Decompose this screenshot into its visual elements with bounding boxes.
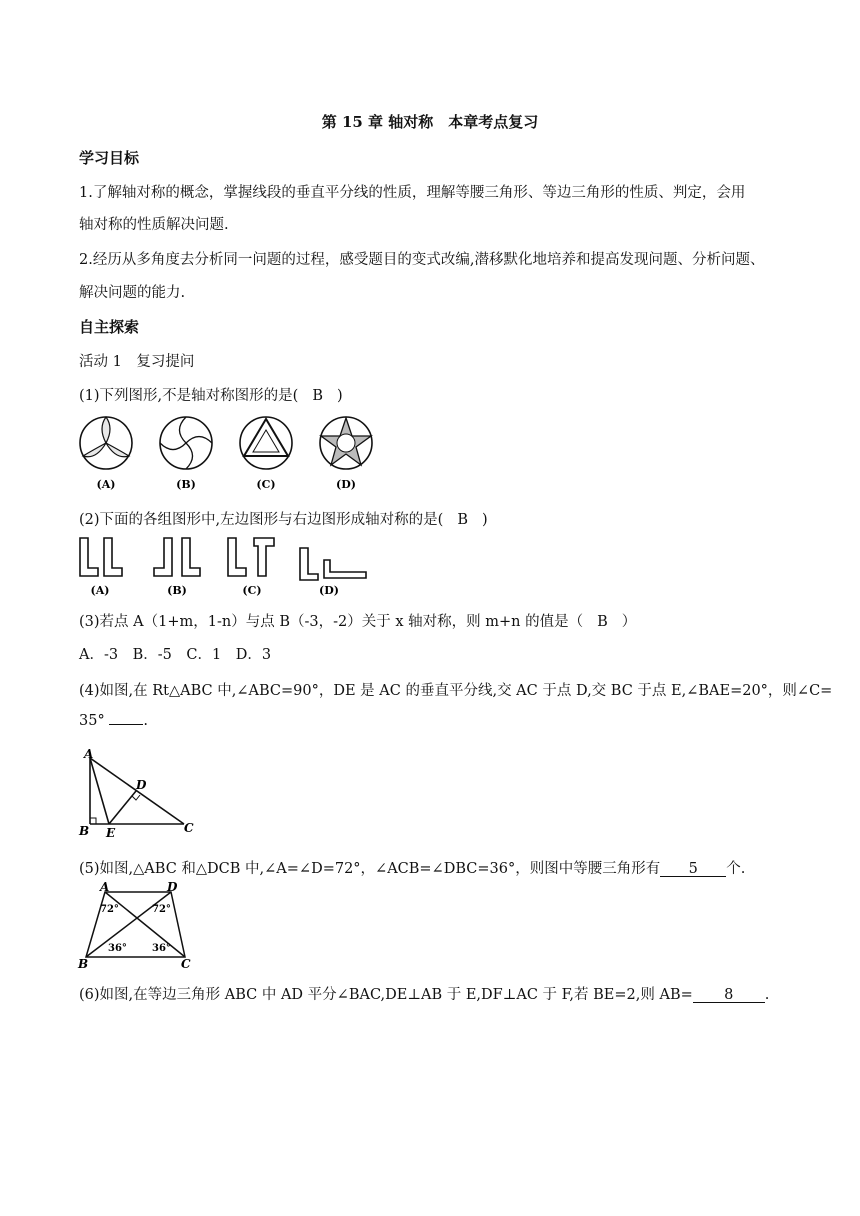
question-3-close: ） — [621, 614, 637, 630]
question-5-end: 个. — [726, 861, 746, 877]
question-3 — [79, 610, 636, 631]
q4-point-a: A — [84, 747, 94, 761]
question-2-text: (2)下面的各组图形中,左边图形与右边图形成轴对称的是( — [79, 512, 444, 528]
question-5 — [79, 857, 745, 878]
objective-1-line-2: 轴对称的性质解决问题. — [79, 217, 229, 233]
q2-label-c: (C) — [242, 584, 262, 597]
q2-label-a: (A) — [90, 584, 110, 597]
question-1-text: (1)下列图形,不是轴对称图形的是( — [79, 388, 299, 404]
question-6 — [79, 983, 769, 1004]
q5-angle-d: 72° — [152, 904, 171, 915]
figure-a-petal-circle — [80, 417, 132, 469]
figure-d-star-circle — [320, 417, 372, 469]
q2-label-d: (D) — [319, 584, 339, 597]
q5-point-a: A — [100, 880, 110, 894]
question-5-text: (5)如图,△ABC 和△DCB 中,∠A=∠D=72°，∠ACB=∠DBC=36°，则图中等腰三角形有 — [79, 861, 661, 877]
question-1 — [79, 384, 343, 405]
q4-point-e: E — [106, 826, 116, 840]
figure-label-a: (A) — [96, 478, 116, 491]
q4-point-d: D — [136, 778, 147, 792]
q4-point-c: C — [184, 821, 194, 835]
question-1-figures — [78, 412, 378, 498]
question-1-close: ) — [336, 388, 343, 404]
q5-angle-a: 72° — [100, 904, 119, 915]
explore-heading: 自主探索 — [79, 318, 140, 336]
q5-point-d: D — [167, 880, 178, 894]
figure-c-triangle-circle — [240, 417, 292, 469]
question-2-answer: B — [457, 512, 468, 528]
question-5-figure — [78, 882, 198, 972]
objective-2-line-1: 2.经历从多角度去分析同一问题的过程，感受题目的变式改编,潜移默化地培养和提高发现问题、分析问题、 — [79, 252, 765, 268]
question-6-text: (6)如图,在等边三角形 ABC 中 AD 平分∠BAC,DE⊥AB 于 E,DF⊥AC 于 F,若 BE=2,则 AB= — [79, 987, 693, 1003]
question-4-blank[interactable] — [109, 724, 143, 725]
question-3-text: (3)若点 A（1+m，1-n）与点 B（-3，-2）关于 x 轴对称，则 m+n 的值是（ — [79, 614, 584, 630]
q5-point-c: C — [181, 957, 191, 971]
objectives-heading: 学习目标 — [79, 149, 140, 167]
question-4-answer: 35° — [79, 713, 105, 729]
question-1-answer: B — [312, 388, 323, 404]
question-5-answer[interactable]: 5 — [660, 862, 726, 877]
question-2 — [79, 508, 488, 529]
question-6-end: . — [764, 987, 770, 1003]
page-title: 第 15 章 轴对称 本章考点复习 — [321, 113, 539, 131]
question-2-figures — [78, 534, 378, 600]
question-3-options: A．-3 B．-5 C．1 D．3 — [79, 647, 272, 663]
objective-1-line-1: 1.了解轴对称的概念，掌握线段的垂直平分线的性质，理解等腰三角形、等边三角形的性质、判定，会用 — [79, 185, 746, 201]
question-4-line-2 — [79, 713, 148, 729]
question-4-end: . — [143, 713, 148, 729]
q5-angle-b: 36° — [108, 943, 127, 954]
activity-1-label: 活动 1 复习提问 — [79, 354, 195, 370]
objective-2-line-2: 解决问题的能力. — [79, 285, 186, 301]
figure-label-b: (B) — [176, 478, 196, 491]
q2-label-b: (B) — [167, 584, 187, 597]
q5-angle-c: 36° — [152, 943, 171, 954]
question-4-figure — [78, 748, 218, 840]
q4-point-b: B — [79, 824, 90, 838]
question-3-answer: B — [597, 614, 608, 630]
question-4-line-1: (4)如图,在 Rt△ABC 中,∠ABC=90°，DE 是 AC 的垂直平分线,交 AC 于点 D,交 BC 于点 E,∠BAE=20°，则∠C= — [79, 683, 833, 699]
question-2-close: ) — [481, 512, 488, 528]
question-6-answer[interactable]: 8 — [693, 988, 765, 1003]
q5-point-b: B — [78, 957, 89, 971]
figure-label-d: (D) — [336, 478, 356, 491]
figure-label-c: (C) — [256, 478, 276, 491]
figure-b-swirl-circle — [160, 417, 212, 469]
